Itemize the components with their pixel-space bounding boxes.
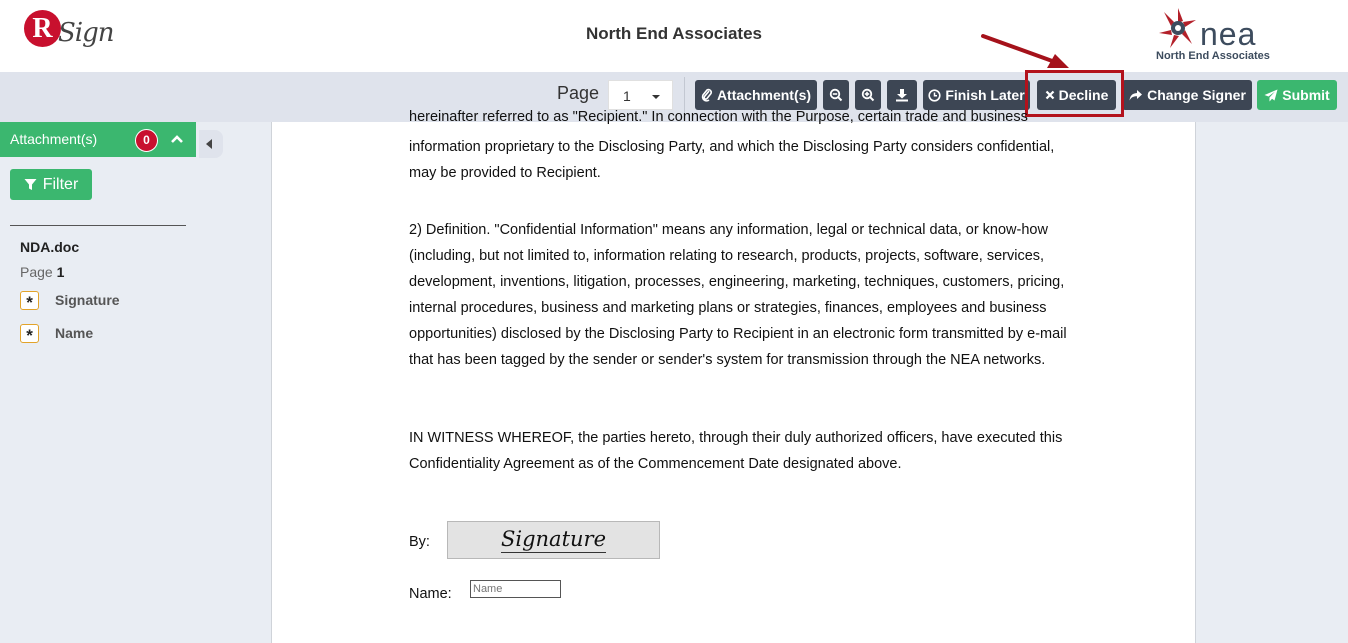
zoom-out-button[interactable] [823,80,849,110]
zoom-out-icon [829,88,843,102]
clock-icon [928,89,941,102]
nea-pinwheel-icon [1156,6,1200,50]
change-signer-button-label: Change Signer [1147,87,1246,103]
attachments-panel-title: Attachment(s) [10,131,98,147]
document-text-line: hereinafter referred to as "Recipient." In connection with the Purpose, certain trade and business [409,109,1028,125]
field-item-label: Name [55,325,94,341]
sidebar-divider [10,225,186,226]
zoom-in-button[interactable] [855,80,881,110]
share-arrow-icon [1128,89,1143,102]
filter-button-label: Filter [42,175,79,193]
required-marker-icon: * [20,324,39,343]
document-page [271,109,1196,643]
company-title: North End Associates [585,24,763,43]
change-signer-button[interactable] [1122,80,1252,110]
submit-button[interactable] [1257,80,1337,110]
document-page-number: 1 [56,264,65,280]
finish-later-button[interactable] [923,80,1030,110]
rsign-logo [24,10,114,60]
sidebar-collapse-button[interactable] [199,130,223,158]
document-paragraph: IN WITNESS WHEREOF, the parties hereto, through their duly authorized officers, have executed this Confidentiality Agreement as of the Commencement Date designated above. [409,430,1063,472]
attachments-sidebar [0,122,196,643]
nea-logo-subtitle: North End Associates [1156,50,1270,62]
chevron-up-icon[interactable] [170,132,184,146]
rsign-logo-mark: R [24,10,61,47]
field-item-signature[interactable] [20,290,120,310]
name-field[interactable] [470,580,561,598]
by-label: By: [409,534,430,550]
attachments-count-badge: 0 [135,129,158,152]
nea-logo-letters: nea [1200,16,1257,52]
zoom-in-icon [861,88,875,102]
document-page-indicator [20,264,64,280]
submit-button-label: Submit [1282,87,1330,103]
attachments-button[interactable] [695,80,817,110]
paper-plane-icon [1264,89,1278,102]
signature-field[interactable] [447,521,660,559]
page-select[interactable] [608,80,673,110]
document-page-prefix: Page [20,264,53,280]
page-label: Page [557,83,600,103]
attachments-button-label: Attachment(s) [716,87,812,103]
name-label: Name: [409,586,452,602]
field-item-label: Signature [55,292,120,308]
document-paragraph: information proprietary to the Disclosing Party, and which the Disclosing Party considers confidential, may be provided to Recipient. [409,139,1055,181]
decline-button-label: Decline [1058,87,1109,103]
download-icon [895,88,909,102]
download-button[interactable] [887,80,917,110]
finish-later-button-label: Finish Later [945,87,1025,103]
page-select-value: 1 [623,88,631,104]
rsign-logo-text: Sign [58,18,114,48]
required-marker-icon: * [20,291,39,310]
filter-button[interactable] [10,169,92,200]
nea-logo [1150,6,1280,66]
funnel-icon [24,178,37,191]
signature-field-text: Signature [500,527,607,551]
annotation-arrow-icon [975,28,1085,78]
chevron-down-icon [652,95,660,99]
document-name[interactable]: NDA.doc [20,239,80,255]
app-header [0,0,1348,72]
chevron-left-icon [206,139,212,149]
document-paragraph: 2) Definition. "Confidential Information" means any information, legal or technical data, or know-how (including, but not limited to, information relating to research, products, projects, software, services, development, inventions, litigation, processes, engineering, marketing, techniques, customers, pricing, internal procedures, business and marketing plans or strategies, finances, employees and business opportunities) disclosed by the Disclosing Party to Recipient in an electronic form transmitted by e-mail that has been tagged by the sender or sender's system for transmission through the NEA networks. [409,222,1067,368]
field-item-name[interactable] [20,323,93,343]
attachments-panel-header[interactable] [0,122,196,157]
paperclip-icon [701,88,713,102]
